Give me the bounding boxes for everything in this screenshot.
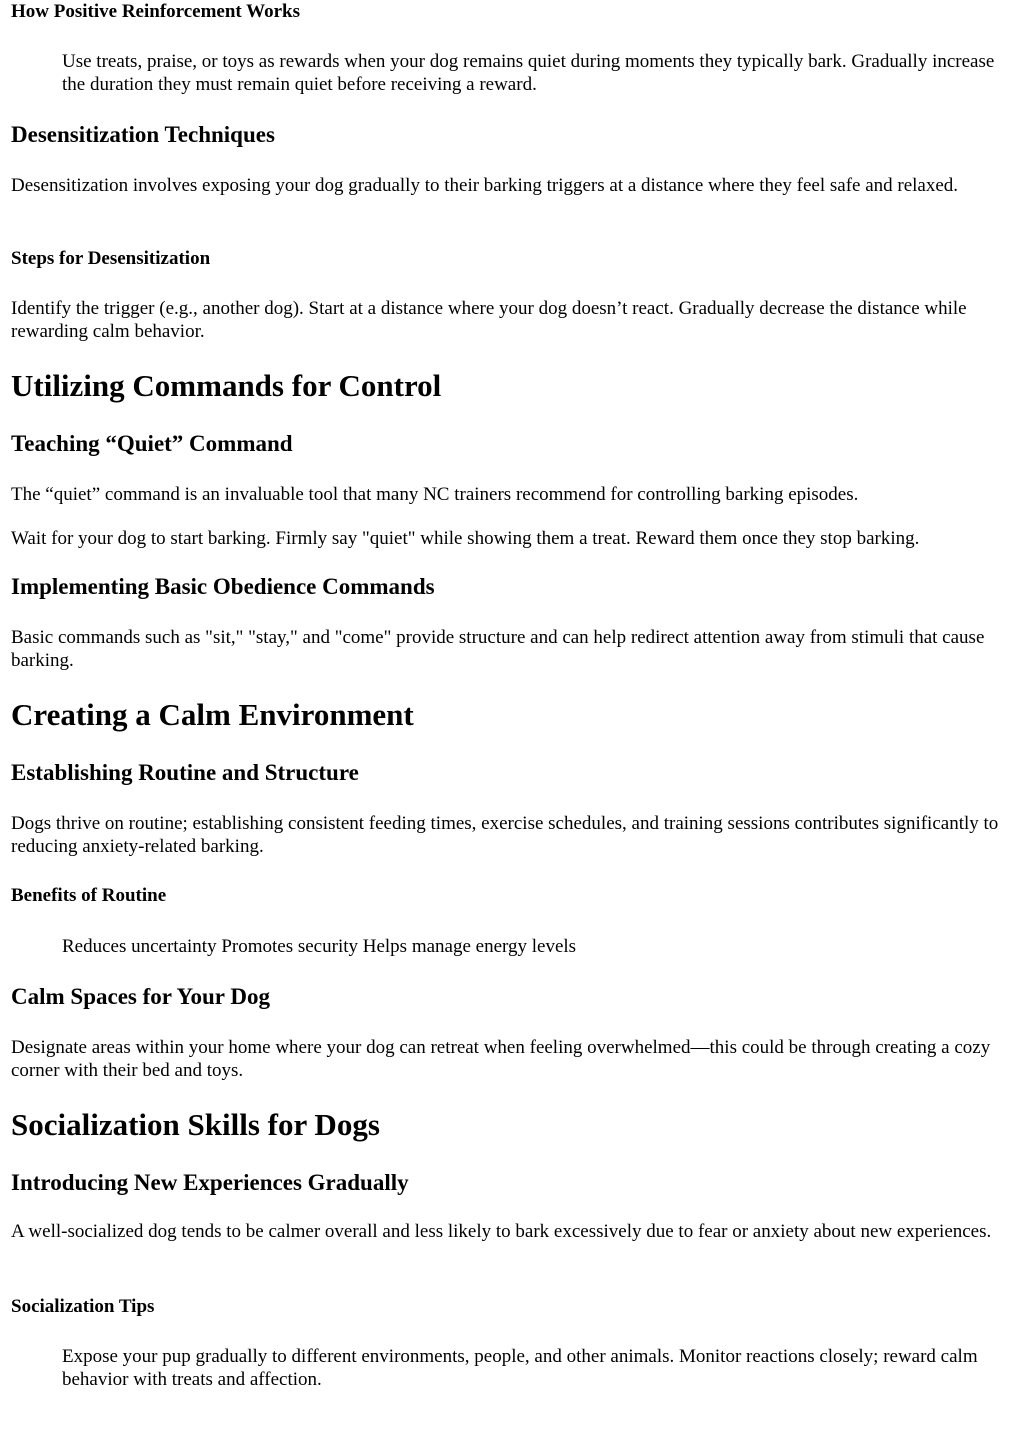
paragraph-routine: Dogs thrive on routine; establishing consistent feeding times, exercise schedules, and training sessions contributes significantly to reducing anxiety-related barking. (11, 813, 999, 857)
paragraph-socialization-tips: Expose your pup gradually to different environments, people, and other animals. Monitor reactions closely; reward calm behavior with treats and affection. (62, 1346, 978, 1390)
heading-steps-for-desensitization: Steps for Desensitization (11, 248, 211, 269)
heading-creating-calm-environment: Creating a Calm Environment (11, 697, 414, 732)
paragraph-routine-benefits: Reduces uncertainty Promotes security Helps manage energy levels (62, 936, 577, 957)
paragraph-desensitization: Desensitization involves exposing your dog gradually to their barking triggers at a distance where they feel safe and relaxed. (11, 175, 959, 196)
paragraph-calm-spaces: Designate areas within your home where your dog can retreat when feeling overwhelmed—this could be through creating a cozy corner with their bed and toys. (11, 1037, 991, 1081)
heading-calm-spaces: Calm Spaces for Your Dog (11, 984, 270, 1009)
paragraph-new-experiences: A well-socialized dog tends to be calmer overall and less likely to bark excessively due to fear or anxiety about new experiences. (11, 1221, 992, 1242)
paragraph-positive-reinforcement: Use treats, praise, or toys as rewards when your dog remains quiet during moments they typically bark. Gradually increase the duration they must remain quiet before receiving a reward. (62, 51, 995, 95)
heading-teaching-quiet-command: Teaching “Quiet” Command (11, 431, 293, 456)
heading-socialization-skills: Socialization Skills for Dogs (11, 1107, 380, 1142)
heading-establishing-routine: Establishing Routine and Structure (11, 760, 359, 785)
heading-basic-obedience-commands: Implementing Basic Obedience Commands (11, 574, 435, 599)
heading-desensitization-techniques: Desensitization Techniques (11, 122, 275, 147)
heading-socialization-tips: Socialization Tips (11, 1296, 155, 1317)
heading-how-positive-reinforcement-works: How Positive Reinforcement Works (11, 1, 301, 22)
paragraph-quiet-command: The “quiet” command is an invaluable tool that many NC trainers recommend for controlling barking episodes. (11, 484, 859, 505)
paragraph-basic-obedience: Basic commands such as "sit," "stay," and "come" provide structure and can help redirect attention away from stimuli that cause barking. (11, 627, 985, 671)
heading-benefits-of-routine: Benefits of Routine (11, 885, 167, 906)
paragraph-quiet-steps: Wait for your dog to start barking. Firmly say "quiet" while showing them a treat. Reward them once they stop barking. (11, 528, 920, 549)
heading-utilizing-commands: Utilizing Commands for Control (11, 368, 442, 403)
heading-introducing-new-experiences: Introducing New Experiences Gradually (11, 1170, 409, 1195)
paragraph-desensitization-steps: Identify the trigger (e.g., another dog). Start at a distance where your dog doesn’t react. Gradually decrease the distance while rewarding calm behavior. (11, 298, 967, 342)
